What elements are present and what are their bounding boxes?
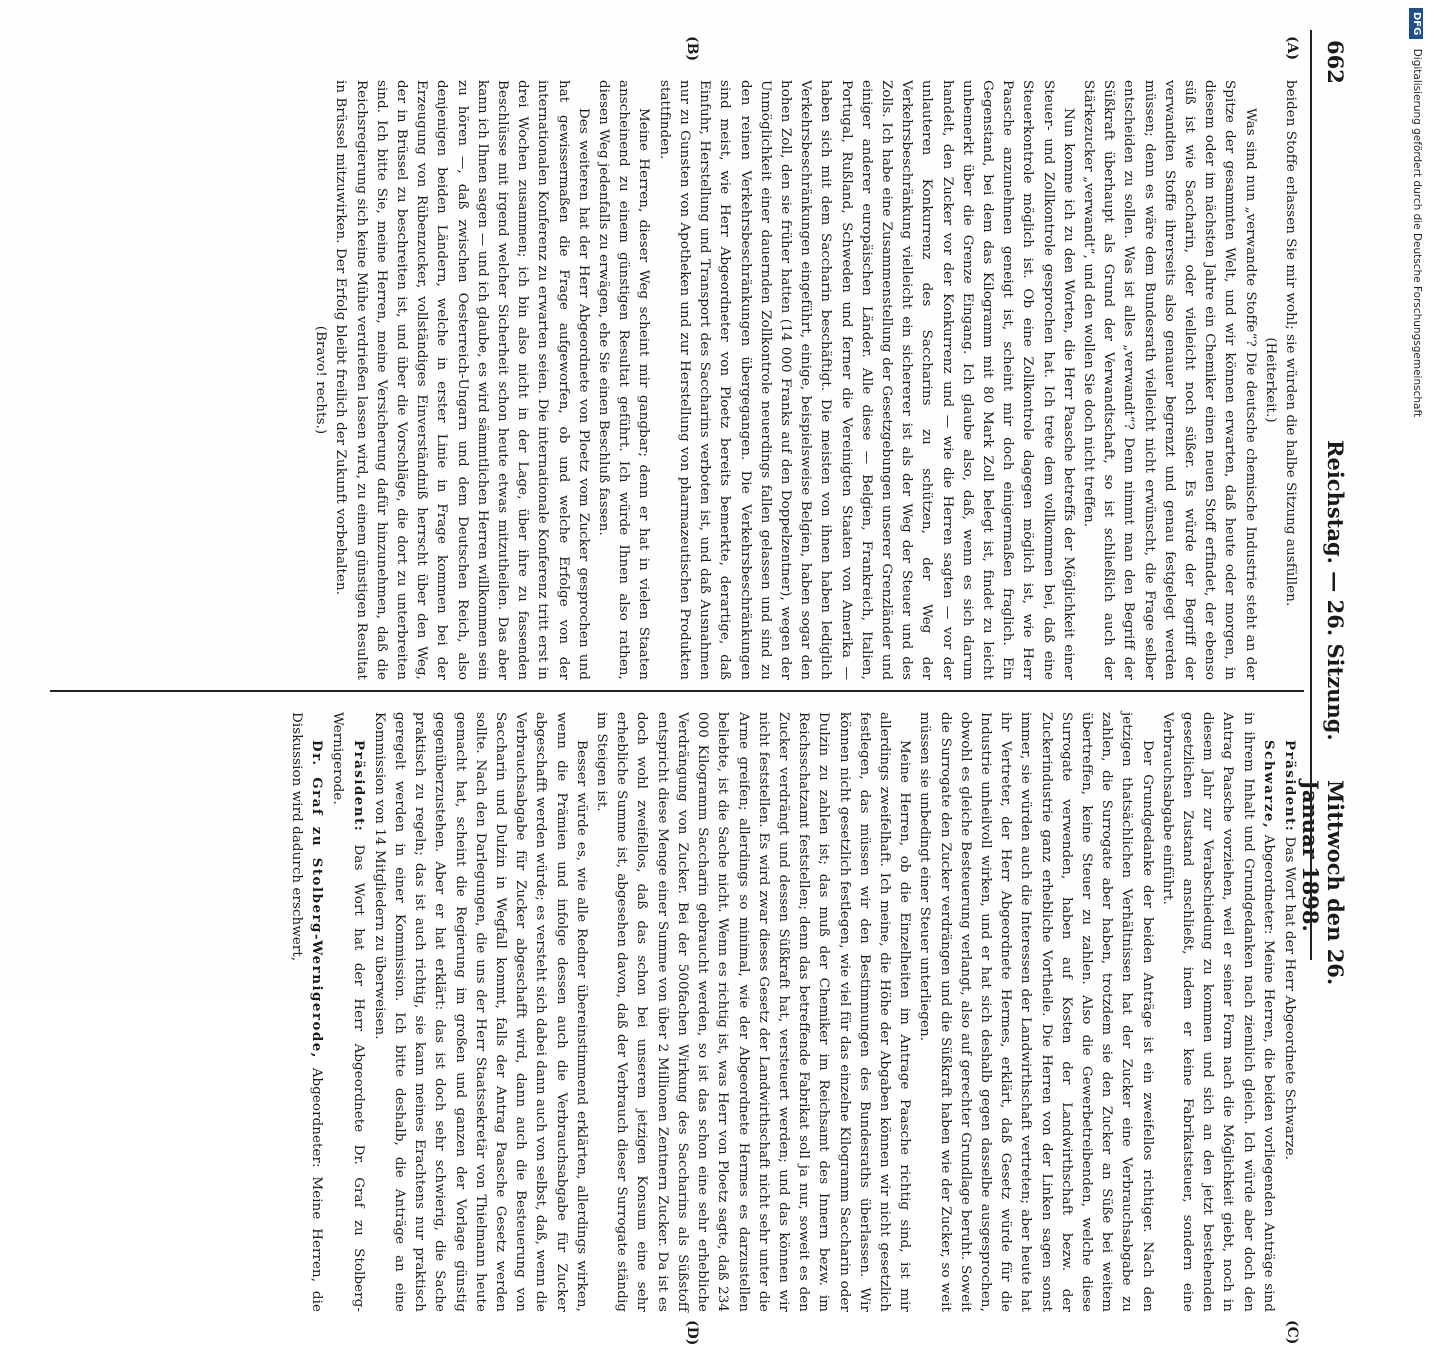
paragraph	[369, 712, 591, 1312]
paragraph-text: Des weiteren hat der Herr Abgeordnete von Ploetz vom Zucker gesprochen und hat gewissermaßen die Frage aufgeworfen, ob und welche Erfolge von der internationalen Konferenz zu erwarten seien. Die internationale Konferenz tritt erst in drei Wochen zusammen; ich bin also nicht in der Lage, über ihre zu fassenden Beschlüsse mit irgend welcher Sicherheit schon heute etwas mitzutheilen. Das aber kann ich Ihnen sagen — und ich glaube, es wird sämmtlichen Herren willkommen sein zu hören —, daß zwischen Oesterreich-Ungarn und dem Deutschen Reich, also denjenigen beiden Ländern, welche in erster Linie in Frage kommen bei der Erzeugung von Rübenzucker, vollständiges Einverständniß herrscht über den Weg, der in Brüssel zu beschreiten ist, und über die Vorschläge, die dort zu unterbreiten sind. Ich bitte Sie, meine Herren, meine Versicherung dafür hinzunehmen, daß die Reichsregierung sich keine Mühe verdrießen lassen wird, zu einem günstigen Resultat in Brüssel mitzuwirken. Der Erfolg bleibt freilich der Zukunft vorbehalten.	[333, 80, 591, 680]
speaker-name: Präsident:	[350, 740, 367, 833]
paragraph-text: Was sind nun „verwandte Stoffe“? Die deutsche chemische Industrie steht an der Spitze der gesammten Welt, und wir können erwarten, daß heute oder morgen, in diesem oder im nächsten Jahre ein Chemiker einen neuen Stoff erfindet, der ebenso süß ist wie Saccharin, oder vielleicht noch süßer. Es würde der Begriff der verwandten Stoffe ihrerseits also genauer begrenzt und genau festgelegt werden müssen; denn es wäre dem Bundesrath vielleicht nicht erwünscht, die Frage selber entscheiden zu sollen. Was ist alles „verwandt“? Denn nimmt man den Begriff der Süßkraft überhaupt als Grund der Verwandtschaft, so ist schließlich auch der Stärkezucker „verwandt“, und den wollen Sie doch nicht treffen.	[1080, 80, 1258, 680]
paragraph	[286, 712, 327, 1312]
column-divider	[50, 690, 1304, 692]
paragraph	[1260, 80, 1280, 680]
dfg-logo: DFG	[1409, 8, 1423, 39]
paragraph	[330, 80, 593, 680]
paragraph	[914, 712, 1156, 1312]
right-column	[286, 712, 1300, 1312]
paragraph	[1279, 712, 1300, 1312]
left-column	[310, 80, 1300, 680]
paragraph-text: Meine Herren, ob die Einzelheiten im Antrage Paasche richtig sind, ist mir allerdings zweifelhaft. Ich meine, die Höhe der Abgaben können wir nicht gesetzlich festlegen, das müssen wir den Bestimmungen des Bundesraths überlassen. Wir können nicht gesetzlich festlegen, wie viel für das einzelne Kilogramm Saccharin oder Dulzin zu zahlen ist; das muß der Chemiker im Reichsamt des Innern bezw. im Reichsschatzamt feststellen; denn das betreffende Fabrikat soll ja nur, soweit es den Zucker verdrängt und dessen Süßkraft hat, versteuert werden; und das können wir nicht feststellen. Es wird zwar dieses Gesetz der Landwirthschaft nicht sehr unter die Arme greifen; allerdings so minimal, wie der Abgeordnete Hermes es darzustellen beliebte, ist die Sache nicht. Wenn es richtig ist, was Herr von Ploetz sagte, daß 234 000 Kilogramm Saccharin gebraucht werden, so ist das schon eine sehr erhebliche Verdrängung von Zucker. Bei der 500fachen Wirkung des Saccharins als Süßstoff entspricht diese Menge einer Summe von über 2 Millionen Zentnern Zucker. Da ist es doch wohl zweifellos, daß das schon bei unserem jetzigen Konsum eine sehr erhebliche Summe ist, abgesehen davon, daß der Verbrauch dieser Surrogate ständig im Steigen ist.	[594, 712, 913, 1312]
speaker-name: Dr. Graf zu Stolberg-Wernigerode,	[309, 740, 326, 1059]
session-title: Reichstag. — 26. Sitzung.	[1323, 440, 1348, 741]
paragraph	[654, 80, 1078, 680]
speaker-name: Schwarze,	[1260, 740, 1277, 830]
paragraph	[327, 712, 368, 1312]
paragraph-text: Meine Herren, dieser Weg scheint mir gangbar; denn er hat in vielen Staaten anscheinend zu einem günstigen Resultat geführt. Ich würde Ihnen also rathen, diesen Weg jedenfalls zu erwägen, ehe Sie einen Beschluß fassen.	[596, 80, 652, 680]
session-date: Mittwoch den 26. Januar 1898.	[1298, 780, 1348, 986]
paragraph	[310, 80, 330, 680]
margin-marker-d: (D)	[684, 1320, 700, 1345]
header-rule	[1310, 30, 1312, 960]
paragraph-text: Besser würde es, wie alle Redner übereinstimmend erklärten, allerdings wirken, wenn die Prämien und infolge dessen auch die Verbrauchsabgabe für Zucker abgeschafft werden würde; es versteht sich dabei dann auch von selbst, daß, wenn die Verbrauchsabgabe für Zucker abgeschafft wird, dann auch die Besteuerung von Saccharin und Dulzin in Wegfall kommt, falls der Antrag Paasche Gesetz werden sollte. Nach den Darlegungen, die uns der Herr Staatssekretär von Thielmann heute gemacht hat, scheint die Regierung im großen und ganzen der Vorlage günstig gegenüberzustehen. Aber er hat erklärt: das ist doch sehr schwierig, die Sache praktisch zu regeln; das ist auch richtig, sie kann meines Erachtens nur praktisch geregelt werden in einer Kommission. Ich bitte deshalb, die Anträge an eine Kommission von 14 Mitgliedern zu überweisen.	[371, 712, 589, 1312]
paragraph-text: Nun komme ich zu den Worten, die Herr Paasche betreffs der Möglichkeit einer Steuer- und Zollkontrole gesprochen hat. Ich trete dem vollkommen bei, daß eine Steuerkontrole möglich ist. Ob eine Zollkontrole dagegen möglich ist, wie Herr Paasche anzunehmen geneigt ist, scheint mir doch einigermaßen fraglich. Ein Gegenstand, bei dem das Kilogramm mit 80 Mark Zoll belegt ist, findet zu leicht unbemerkt über die Grenze Eingang. Ich glaube also, daß, wenn es sich darum handelt, den Zucker vor der Konkurrenz und — wie die Herren sagten — vor der unlauteren Konkurrenz des Saccharins zu schützen, der Weg der Verkehrsbeschränkung vielleicht ein sichererer ist als der Weg der Steuer und des Zolls. Ich habe eine Zusammenstellung der Gesetzgebungen unserer Grenzländer und einiger anderer europäischen Länder. Alle diese — Belgien, Frankreich, Italien, Portugal, Rußland, Schweden und ferner die Vereinigten Staaten von Amerika — haben sich mit dem Saccharin beschäftigt. Die meisten von ihnen haben lediglich Verkehrsbeschränkungen eingeführt, einige, beispielsweise Belgien, haben sogar den hohen Zoll, den sie früher hatten (14 000 Franks auf den Doppelzentner), wegen der Unmöglichkeit einer dauernden Zollkontrole neuerdings fallen gelassen und sind zu den reinen Verkehrsbeschränkungen übergegangen. Die Verkehrsbeschränkungen sind meist, wie Herr Abgeordneter von Ploetz bereits bemerkte, derartige, daß Einfuhr, Herstellung und Transport des Saccharins verboten ist, und daß Ausnahmen nur zu Gunsten von Apotheken und zur Herstellung von pharmazeutischen Produkten stattfinden.	[656, 80, 1076, 680]
paragraph-text: (Bravo! rechts.)	[313, 325, 329, 435]
page-number: 662	[1323, 40, 1348, 84]
margin-marker-a: (A)	[1284, 36, 1300, 61]
paragraph-text: Abgeordneter: Meine Herren, die Diskussion wird dadurch erschwert,	[289, 712, 325, 1312]
paragraph	[591, 712, 914, 1312]
speaker-name: Präsident:	[1282, 740, 1298, 833]
credit-text: Digitalisierung gefördert durch die Deutsche Forschungsgemeinschaft	[1411, 48, 1423, 418]
margin-marker-c: (C)	[1284, 1320, 1300, 1345]
paragraph-text: Das Wort hat der Herr Abgeordnete Dr. Graf zu Stolberg-Wernigerode.	[330, 712, 366, 1312]
paragraph-text: (Heiterkeit.)	[1262, 337, 1278, 423]
digitization-credit	[1404, 8, 1430, 708]
paragraph-text: Der Grundgedanke der beiden Anträge ist ein zweifellos richtiger. Nach den jetzigen thatsächlichen Verhältnissen hat der Zucker eine Verbrauchsabgabe zu zahlen, die Surrogate aber haben, trotzdem sie den Zucker an Süße bei weitem übertreffen, keine Steuer zu zahlen. Also die Gewerbetreibenden, welche diese Surrogate verwenden, haben auf Kosten der Landwirthschaft bezw. der Zuckerindustrie ganz erhebliche Vortheile. Die Herren von der Linken sagen sonst immer, sie würden auch die Interessen der Landwirthschaft vertreten; aber heute hat ihr Vertreter, der Herr Abgeordnete Hermes, erklärt, daß Gesetz würde für die Industrie unheilvoll wirken, und er hat sich deshalb gegen dasselbe ausgesprochen, obwohl es gleiche Besteuerung verlangt, also auf gerechter Grundlage beruht. Soweit die Surrogate den Zucker verdrängen und die Süßkraft haben wie der Zucker, so weit müssen sie unbedingt einer Steuer unterliegen.	[917, 712, 1155, 1312]
paragraph	[1280, 80, 1300, 680]
paragraph-text: Das Wort hat der Herr Abgeordnete Schwarze.	[1282, 832, 1297, 1160]
paragraph	[593, 80, 654, 680]
paragraph	[1078, 80, 1260, 680]
paragraph	[1157, 712, 1279, 1312]
paragraph-text: beiden Stoffe erlassen Sie mir wohl; sie würden die halbe Sitzung ausfüllen.	[1283, 80, 1298, 607]
paragraph-text: Abgeordneter: Meine Herren, die beiden vorliegenden Anträge sind in ihrem Inhalt und Grundgedanken nach ziemlich gleich. Ich würde aber doch den Antrag Paasche vorziehen, weil er seiner Form nach die Möglichkeit giebt, noch in diesem Jahr zur Verabschiedung zu kommen und sich an den jetzt bestehenden gesetzlichen Zustand anschließt, indem er keine Fabrikatsteuer, sondern eine Verbrauchsabgabe einführt.	[1159, 712, 1276, 1312]
running-header	[1298, 0, 1352, 1000]
margin-marker-b: (B)	[684, 36, 700, 62]
